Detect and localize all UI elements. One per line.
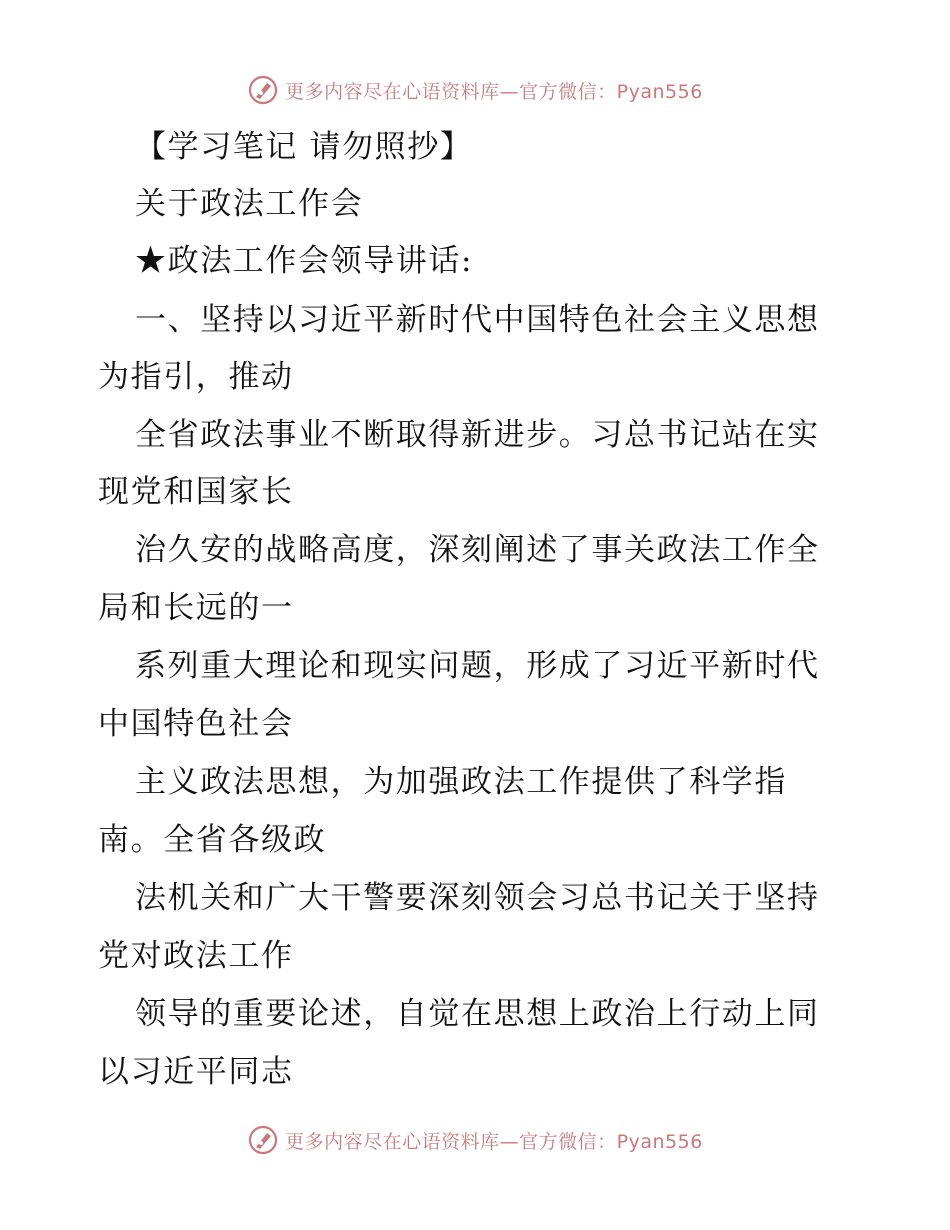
paragraph-line: 为指引，推动 bbox=[98, 359, 294, 395]
paragraph-line: 现党和国家长 bbox=[98, 474, 294, 510]
paragraph-line: 党对政法工作 bbox=[98, 938, 294, 974]
paragraph-line: 领导的重要论述，自觉在思想上政治上行动上同 bbox=[135, 996, 820, 1032]
pen-nib-circle-icon bbox=[247, 1124, 279, 1156]
paragraph-line: 局和长远的一 bbox=[98, 590, 294, 626]
paragraph-line: 以习近平同志 bbox=[98, 1054, 294, 1090]
paragraph-line: 南。全省各级政 bbox=[98, 822, 327, 858]
paragraph-line: 中国特色社会 bbox=[98, 706, 294, 742]
paragraph-line: 治久安的战略高度，深刻阐述了事关政法工作全 bbox=[135, 532, 820, 568]
footer-watermark bbox=[0, 1120, 950, 1160]
pen-nib-circle-icon bbox=[247, 74, 279, 106]
paragraph-line: 法机关和广大干警要深刻领会习总书记关于坚持 bbox=[135, 880, 820, 916]
paragraph-line: 一、坚持以习近平新时代中国特色社会主义思想 bbox=[135, 302, 820, 338]
document-title: 关于政法工作会 bbox=[135, 186, 364, 222]
header-watermark bbox=[0, 70, 950, 110]
paragraph-line: 系列重大理论和现实问题，形成了习近平新时代 bbox=[135, 648, 820, 684]
paragraph-line: 主义政法思想，为加强政法工作提供了科学指 bbox=[135, 764, 787, 800]
section-heading: ★政法工作会领导讲话: bbox=[135, 243, 474, 279]
watermark-text: 更多内容尽在心语资料库—官方微信：Pyan556 bbox=[285, 80, 703, 103]
watermark-text: 更多内容尽在心语资料库—官方微信：Pyan556 bbox=[285, 1130, 703, 1153]
document-heading: 【学习笔记 请勿照抄】 bbox=[135, 129, 473, 165]
paragraph-line: 全省政法事业不断取得新进步。习总书记站在实 bbox=[135, 417, 820, 453]
